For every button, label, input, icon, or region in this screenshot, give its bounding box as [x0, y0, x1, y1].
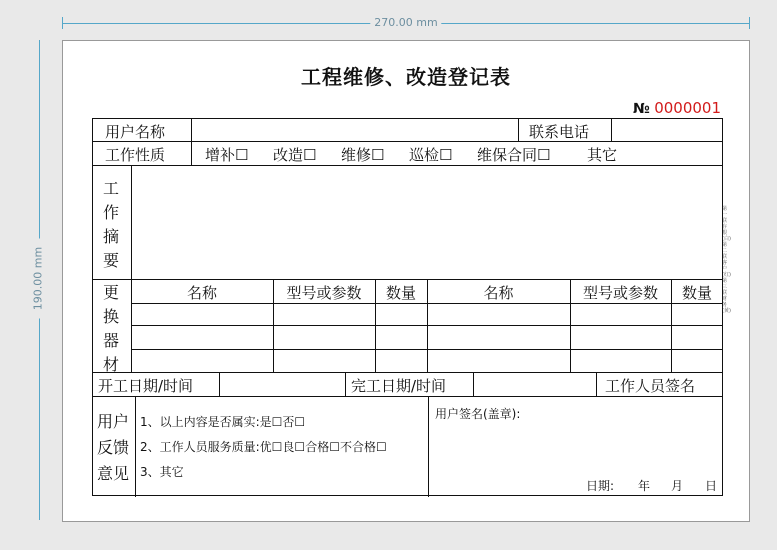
summary-field[interactable] [135, 169, 720, 275]
header-quantity: 数量 [681, 284, 712, 302]
date-year: 年 [638, 479, 651, 493]
width-dimension [62, 14, 750, 32]
row-line [93, 165, 722, 166]
end-date-label: 完工日期/时间 [351, 377, 447, 395]
date-day: 日 [705, 479, 718, 493]
date-label: 日期: [586, 479, 615, 493]
staff-sign-label: 工作人员签名 [605, 377, 696, 395]
header-name: 名称 [483, 284, 514, 302]
col-line [428, 396, 429, 497]
feedback-label: 用户反馈意见 [96, 412, 129, 483]
col-line [596, 372, 597, 396]
col-line [611, 119, 612, 141]
phone-field[interactable] [615, 121, 719, 139]
user-name-field[interactable] [195, 121, 515, 139]
col-line [518, 119, 519, 141]
phone-label: 联系电话 [529, 123, 590, 141]
col-line [135, 396, 136, 497]
dimension-tick-left [62, 17, 63, 29]
work-type-label: 工作性质 [105, 146, 166, 164]
serial-value: 0000001 [654, 99, 721, 117]
serial-number [633, 99, 721, 117]
start-date-field[interactable] [223, 375, 341, 393]
form-paper [62, 40, 750, 522]
row-line [93, 279, 722, 280]
col-line [191, 119, 192, 165]
copy-note: 第一联存根(白)第二联客户(红)第三联财务(黄) [722, 206, 731, 314]
date-month: 月 [671, 479, 684, 493]
work-type-option[interactable]: 增补☐ [205, 146, 249, 164]
work-type-option[interactable]: 维修☐ [341, 146, 385, 164]
height-label: 190.00 mm [32, 239, 45, 319]
col-line [219, 372, 220, 396]
col-line [131, 165, 132, 372]
feedback-item[interactable]: 1、以上内容是否属实:是☐否☐ [140, 415, 306, 429]
end-date-field[interactable] [477, 375, 592, 393]
work-type-option[interactable]: 其它 [587, 146, 618, 164]
feedback-item[interactable]: 2、工作人员服务质量:优☐良☐合格☐不合格☐ [140, 440, 387, 454]
header-model: 型号或参数 [582, 284, 658, 302]
form-title: 工程维修、改造登记表 [301, 65, 511, 89]
serial-prefix: № [632, 101, 650, 117]
summary-label: 工作摘要 [102, 179, 119, 270]
row-line [93, 372, 722, 373]
user-name-label: 用户名称 [105, 123, 166, 141]
height-dimension [30, 40, 48, 520]
row-line [93, 141, 722, 142]
header-model: 型号或参数 [286, 284, 362, 302]
work-type-option[interactable]: 巡检☐ [409, 146, 453, 164]
work-type-option[interactable]: 改造☐ [273, 146, 317, 164]
feedback-item: 3、其它 [140, 465, 184, 479]
col-line [473, 372, 474, 396]
header-quantity: 数量 [385, 284, 416, 302]
header-name: 名称 [186, 284, 217, 302]
width-label: 270.00 mm [370, 16, 441, 29]
col-line [345, 372, 346, 396]
replace-label: 更换器材 [102, 283, 119, 374]
dimension-tick-right [749, 17, 750, 29]
work-type-option[interactable]: 维保合同☐ [477, 146, 551, 164]
start-date-label: 开工日期/时间 [98, 377, 194, 395]
user-sign-label: 用户签名(盖章): [435, 407, 521, 421]
registration-table [92, 118, 723, 496]
row-line [93, 396, 722, 397]
